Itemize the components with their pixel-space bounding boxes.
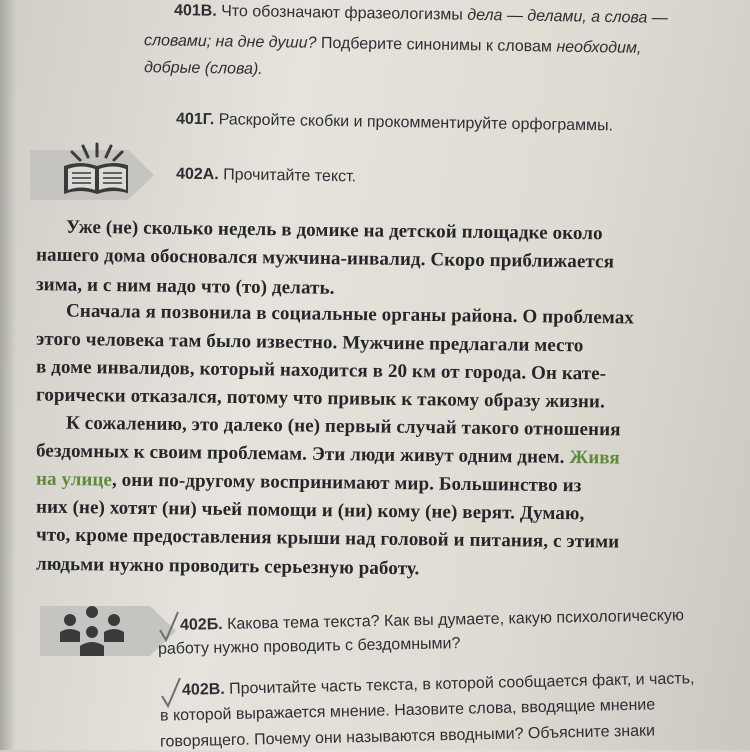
task-401v-line3: добрые (слова). [143,59,263,78]
task-number: 402А. [175,165,219,184]
discussion-task-banner [40,606,150,656]
task-number: 401В. [173,2,217,20]
task-402v-line1: 402В. Прочитайте часть текста, в которой сообщается факт, и часть, [181,670,695,699]
text-line: Уже (не) сколько недель в домике на детской площадке около [65,216,603,245]
task-401v-line1: 401В. Что обозначают фразеологизмы дела — делами, а слова — [173,2,668,27]
task-401g: 401Г. Раскройте скобки и прокомментируйте орфограммы. [175,110,614,135]
task-402b-line1: 402Б. Какова тема текста? Как вы думаете, какую психологическую [179,607,685,634]
text-line: них (не) хотят (ни) чьей помощи и (ни) кому (не) верят. Думаю, [35,496,585,525]
text-line: нашего дома обосновался мужчина-инвалид. Скоро приближается [35,244,615,273]
checkmark-icon [158,610,182,644]
task-402a: 402А. Прочитайте текст. [175,165,357,186]
task-number: 402Б. [179,616,223,634]
task-number: 402В. [181,680,225,699]
task-401v-line2: словами; на дне души? Подберите синонимы к словам необходим, [143,32,642,57]
text-line: в доме инвалидов, который находится в 20 км от города. Он кате- [35,356,607,385]
group-discussion-icon [52,602,132,658]
text-line: этого человека там было известно. Мужчине предлагали место [35,328,584,357]
text-line: людьми нужно проводить серьезную работу. [35,553,420,580]
highlighted-phrase: на улице [35,468,113,491]
task-402v-line3: говорящего. Почему они называются вводными? Объясните знаки [159,722,656,751]
checkmark-icon [160,676,184,710]
highlighted-phrase: Живя [569,446,620,469]
task-number: 401Г. [175,110,215,129]
text-line: бездомных к своим проблемам. Эти люди живут одним днем. Живя [35,440,620,469]
task-402b-line2: работу нужно проводить с бездомными? [157,635,461,658]
page-edge-shadow [0,0,16,750]
open-book-icon [52,138,142,198]
text-line: зима, и с ним надо что (то) делать. [35,274,335,299]
task-402v-line2: в которой выражается мнение. Назовите слова, вводящие мнение [159,696,656,725]
text-line: на улице, они по-другому воспринимают мир. Большинство из [35,468,582,497]
text-line: К сожалению, это далеко (не) первый случай такого отношения [65,412,621,441]
text-line: горически отказался, потому что привык к такому образу жизни. [35,384,606,413]
text-line: что, кроме предоставления крыши над головой и питания, с этими [35,524,620,553]
reading-task-banner [30,150,128,200]
text-line: Сначала я позвонила в социальные органы района. О проблемах [65,300,635,329]
